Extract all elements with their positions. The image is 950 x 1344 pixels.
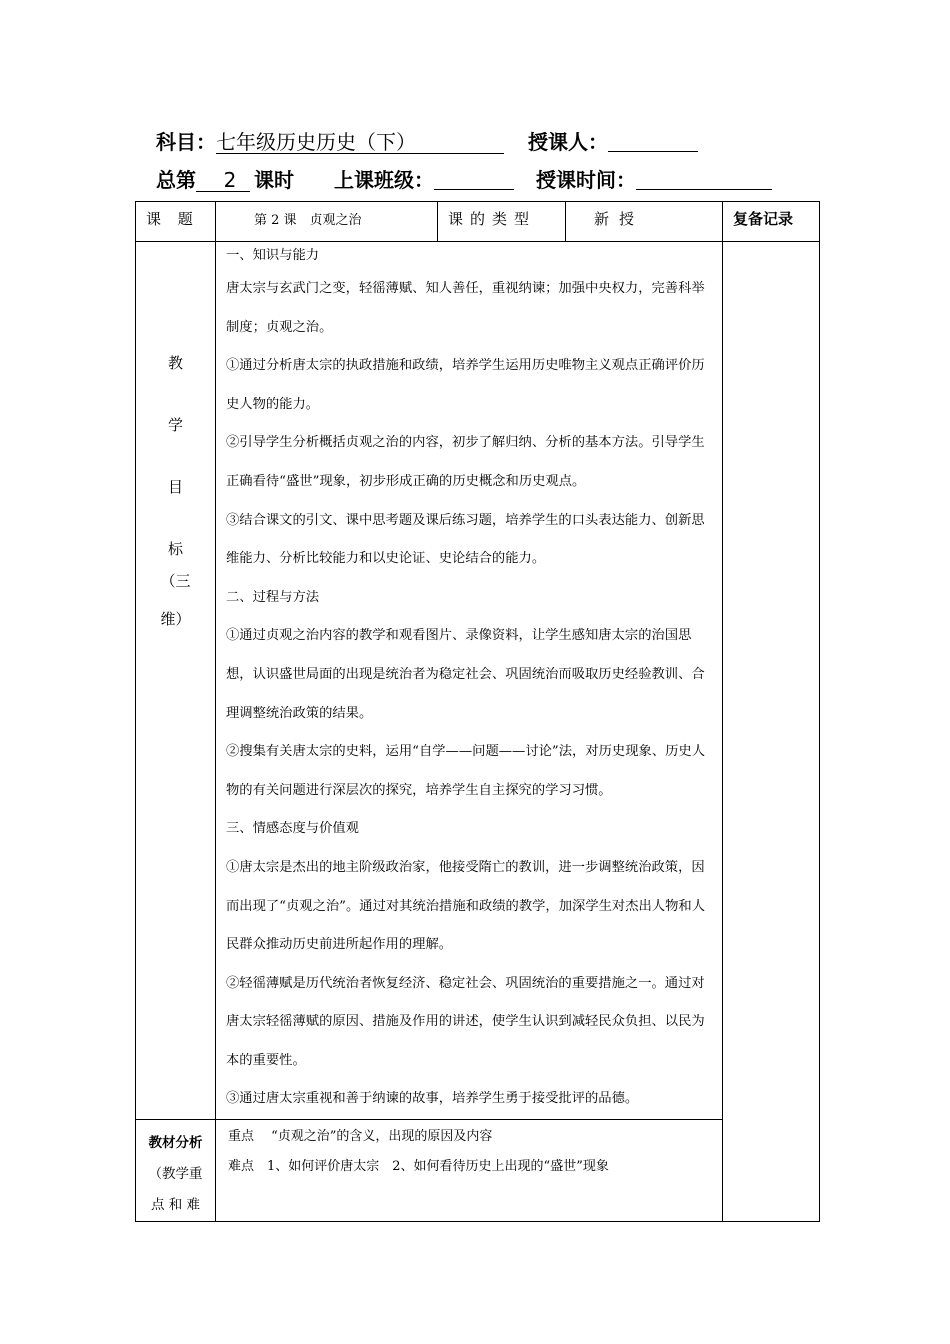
topic-label: 课 题 xyxy=(136,202,216,242)
objective-paragraph: ②引导学生分析概括贞观之治的内容，初步了解归纳、分析的基本方法。引导学生正确看待“盛世”现象，初步形成正确的历史概念和历史观点。 xyxy=(226,435,705,489)
analysis-label-line: （教学重 xyxy=(148,1166,203,1183)
topic-value: 第 2 课 贞观之治 xyxy=(216,202,438,242)
objectives-label-char: （三 xyxy=(160,572,191,590)
review-column xyxy=(723,242,820,1222)
objectives-label-char: 目 xyxy=(167,478,183,496)
time-value xyxy=(636,169,772,190)
class-label: 上课班级： xyxy=(334,168,434,192)
objectives-content xyxy=(216,242,723,1120)
objectives-label xyxy=(136,242,216,1120)
objective-paragraph: ②搜集有关唐太宗的史料，运用“自学——问题——讨论”法，对历史现象、历史人物的有关问题进行深层次的探究，培养学生自主探究的学习习惯。 xyxy=(226,744,705,798)
objectives-row xyxy=(136,242,820,1120)
analysis-row xyxy=(136,1120,820,1222)
objective-paragraph: ①通过贞观之治内容的教学和观看图片、录像资料，让学生感知唐太宗的治国思想，认识盛世局面的出现是统治者为稳定社会、巩固统治而吸取历史经验教训、合理调整统治政策的结果。 xyxy=(226,628,705,721)
objectives-label-char: 教 xyxy=(167,354,183,372)
period-number: 2 xyxy=(196,169,250,192)
difficult-point: 难点 1、如何评价唐太宗 2、如何看待历史上出现的“盛世”现象 xyxy=(228,1159,609,1175)
analysis-content xyxy=(216,1120,723,1222)
analysis-label-line: 教材分析 xyxy=(148,1135,203,1152)
objective-heading: 一、知识与能力 xyxy=(226,248,320,263)
class-value xyxy=(434,169,514,190)
type-label: 课的类型 xyxy=(438,202,566,242)
lesson-plan-table xyxy=(135,201,820,1222)
objectives-label-char: 学 xyxy=(167,416,183,434)
objective-paragraph: ②轻徭薄赋是历代统治者恢复经济、稳定社会、巩固统治的重要措施之一。通过对唐太宗轻徭薄赋的原因、措施及作用的讲述，使学生认识到减轻民众负担、以民为本的重要性。 xyxy=(226,975,705,1068)
total-prefix: 总第 xyxy=(156,168,196,192)
objectives-label-char: 标 xyxy=(167,540,183,558)
objective-heading: 三、情感态度与价值观 xyxy=(226,821,359,837)
teacher-label: 授课人： xyxy=(528,130,608,154)
topic-row xyxy=(136,202,820,242)
key-point: 重点 “贞观之治”的含义，出现的原因及内容 xyxy=(228,1129,493,1145)
subject-value: 七年级历史历史（下） xyxy=(216,131,504,154)
header-line-2 xyxy=(156,164,772,193)
objective-paragraph: 唐太宗与玄武门之变，轻徭薄赋、知人善任，重视纳谏；加强中央权力，完善科举制度；贞观之治。 xyxy=(226,281,705,335)
objectives-label-char: 维） xyxy=(160,610,191,628)
objective-heading: 二、过程与方法 xyxy=(226,589,320,605)
period-suffix: 课时 xyxy=(254,168,294,192)
analysis-label-line: 点 和 难 xyxy=(150,1197,201,1214)
subject-label: 科目： xyxy=(156,130,216,154)
objective-paragraph: ③结合课文的引文、课中思考题及课后练习题，培养学生的口头表达能力、创新思维能力、分析比较能力和以史论证、史论结合的能力。 xyxy=(226,512,705,567)
objective-paragraph: ③通过唐太宗重视和善于纳谏的故事，培养学生勇于接受批评的品德。 xyxy=(226,1091,639,1107)
analysis-label xyxy=(136,1120,216,1222)
objective-paragraph: ①唐太宗是杰出的地主阶级政治家，他接受隋亡的教训，进一步调整统治政策，因而出现了“贞观之治”。通过对其统治措施和政绩的教学，加深学生对杰出人物和人民群众推动历史前进所起作用的理解。 xyxy=(226,859,705,953)
type-value: 新授 xyxy=(566,202,723,242)
time-label: 授课时间： xyxy=(536,168,636,192)
teacher-value xyxy=(608,131,698,152)
header-line-1 xyxy=(156,126,698,155)
objective-paragraph: ①通过分析唐太宗的执政措施和政绩，培养学生运用历史唯物主义观点正确评价历史人物的能力。 xyxy=(226,358,705,412)
review-label: 复备记录 xyxy=(723,202,820,242)
